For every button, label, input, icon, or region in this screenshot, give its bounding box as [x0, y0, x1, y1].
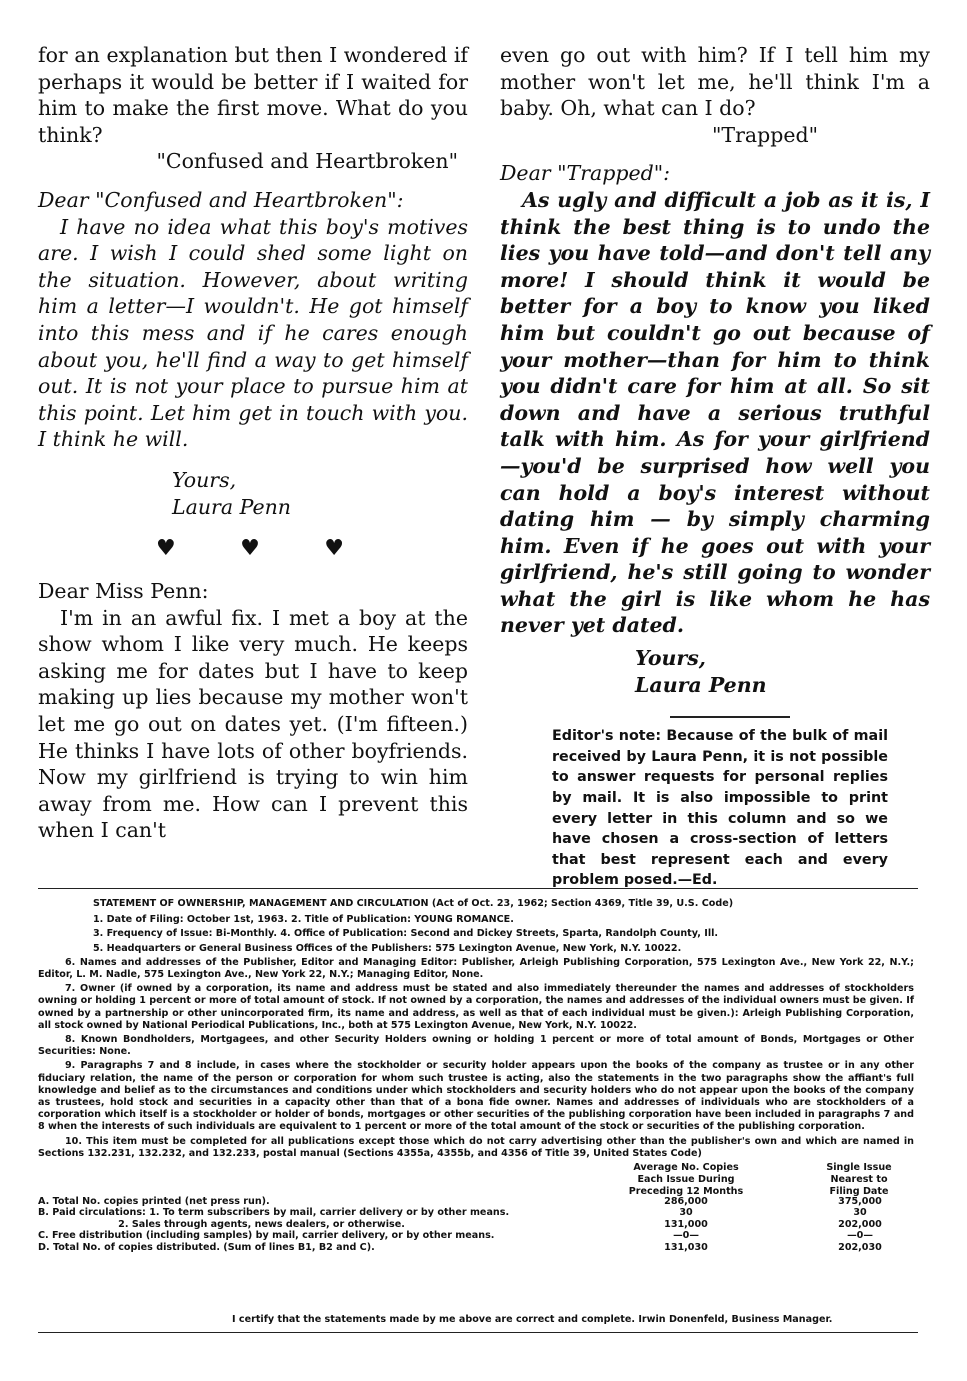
table-row: B. Paid circulations: 1. To term subscribers by mail, carrier delivery or by other means. 30 30 [38, 1207, 867, 1219]
reply-1-closing: Yours, [172, 467, 237, 492]
reply-2-salutation: Dear "Trapped": [500, 161, 671, 186]
statement-title: STATEMENT OF OWNERSHIP, MANAGEMENT AND CIRCULATION (Act of Oct. 23, 1962; Section 4369, Title 39, U.S. Code) [93, 898, 734, 909]
heart-icon: ♥ [324, 536, 344, 562]
statement-item-6: 6. Names and addresses of the Publisher, Editor and Managing Editor: Publisher, Arleigh Publishing Corporation, 575 Lexington Ave., New York 22, N.Y.; Editor, L. M. Nadle, 575 Lexington Ave., New York 22, N.Y.; Managing Editor, None. [38, 956, 914, 981]
reply-1-salutation: Dear "Confused and Heartbroken": [38, 187, 404, 212]
reply-2-closing: Yours, [635, 646, 706, 671]
statement-item-7: 7. Owner (if owned by a corporation, its name and address must be stated and also immediately thereunder the names and addresses of stockholders owning or holding 1 percent or more of total amount of stock. If not owned by a corporation, the names and addresses of the individual owners must be given. If owned by a partnership or other unincorporated firm, its name and address, as well as that of each individual must be given.): Arleigh Publishing Corporation, all stock owned by National Periodical Publications, Inc., both at 575 Lexington Avenue, New York, N.Y. 10022. [38, 983, 914, 1031]
letter-2-end: even go out with him? If I tell him my mother won't let me, he'll think I'm a baby. Oh, what can I do? [500, 43, 930, 121]
letter-2-signature: "Trapped" [711, 122, 819, 147]
editor-note: Editor's note: Because of the bulk of mail received by Laura Penn, it is not possible to answer requests for personal replies by mail. It is also impossible to print every letter in this column and so we have chosen a cross-section of letters that best represent each and every problem posed.—Ed. [552, 728, 888, 889]
statement-item-10: 10. This item must be completed for all publications except those which do not carry advertising other than the publisher's own and which are named in Sections 132.231, 132.232, and 132.233, postal manual (Sections 4355a, 4355b, and 4356 of Title 39, United States Code) [38, 1135, 914, 1159]
reply-2-body: As ugly and difficult a job as it is, I think the best thing is to undo the lies you have told—and don't tell any more! I should think it would be better for a boy to know you liked him but couldn't go out because of your mother—than for him to think you didn't care for him at all. So sit down and have a serious truthful talk with him. As for your girlfriend—you'd be surprised how well you can hold a boy's interest without dating him — by simply charming him. Even if he goes out with your girlfriend, he's still going to wonder what the girl is like whom he has never yet dated. [500, 187, 930, 638]
heart-divider [156, 536, 344, 562]
table-row: C. Free distribution (including samples) by mail, carrier delivery, or by other means. —0— —0— [38, 1230, 873, 1242]
statement-item-8: 8. Known Bondholders, Mortgagees, and other Security Holders owning or holding 1 percent or more of total amount of Bonds, Mortgages or Other Securities: None. [38, 1034, 914, 1058]
table-row: D. Total No. of copies distributed. (Sum of lines B1, B2 and C). 131,030 202,030 [38, 1242, 882, 1254]
circulation-table [38, 1162, 914, 1254]
letter-2-salutation: Dear Miss Penn: [38, 579, 209, 604]
column-header-single-issue: Single Issue Nearest to Filing Date [826, 1162, 892, 1198]
right-column [500, 42, 930, 891]
statement-top-rule [38, 888, 918, 889]
ownership-statement [38, 898, 914, 1254]
letter-2-body: I'm in an awful fix. I met a boy at the show whom I like very much. He keeps asking me for dates but I have to keep making up lies because my mother won't let me go out on dates yet. (I'm fifteen.) He thinks I have lots of other boyfriends. Now my girlfriend is trying to win him away from me. How can I prevent this when I can't [38, 605, 468, 843]
statement-item-3-4: 3. Frequency of Issue: Bi-Monthly. 4. Office of Publication: Second and Dickey Streets, Sparta, Randolph County, Ill. [93, 928, 719, 940]
reply-1-body: I have no idea what this boy's motives are. I wish I could shed some light on the situation. However, about writing him a letter—I wouldn't. He got himself into this mess and if he cares enough about you, he'll find a way to get himself out. It is not your place to pursue him at this point. Let him get in touch with you. I think he will. [38, 214, 468, 452]
column-header-average: Average No. Copies Each Issue During Preceding 12 Months [628, 1162, 744, 1198]
heart-icon: ♥ [240, 536, 260, 562]
letter-1-signature: "Confused and Heartbroken" [156, 149, 458, 174]
reply-1-author: Laura Penn [172, 494, 291, 519]
reply-2-author: Laura Penn [635, 672, 767, 697]
editor-note-divider [670, 716, 790, 718]
statement-bottom-rule [38, 1332, 918, 1333]
table-row: 2. Sales through agents, news dealers, or otherwise. 131,000 202,000 [38, 1219, 882, 1231]
left-column [38, 42, 468, 844]
statement-item-1-2: 1. Date of Filing: October 1st, 1963. 2. Title of Publication: YOUNG ROMANCE. [93, 914, 514, 926]
letter-1-end: for an explanation but then I wondered if perhaps it would be better if I waited for him to make the first move. What do you think? [38, 43, 468, 147]
heart-icon: ♥ [156, 536, 176, 562]
table-row: A. Total No. copies printed (net press run). 286,000 375,000 [38, 1196, 882, 1208]
certification-line: I certify that the statements made by me above are correct and complete. Irwin Donenfeld, Business Manager. [232, 1314, 833, 1325]
statement-item-9: 9. Paragraphs 7 and 8 include, in cases where the stockholder or security holder appears upon the books of the company as trustee or in any other fiduciary relation, the name of the person or corporation for whom such trustee is acting, also the statements in the two paragraphs show the affiant's full knowledge and belief as to the circumstances and conditions under which stockholders and security holders who do not appear upon the books of the company as trustees, hold stock and securities in a capacity other than that of a bona fide owner. Names and addresses of individuals who are stockholders of a corporation which itself is a stockholder or holder of bonds, mortgages or other securities of the publishing corporation have been included in paragraphs 7 and 8 when the interests of such individuals are equivalent to 1 percent or more of the total amount of the stock or securities of the publishing corporation. [38, 1060, 914, 1133]
statement-item-5: 5. Headquarters or General Business Offices of the Publishers: 575 Lexington Avenue, New York, N.Y. 10022. [93, 942, 682, 954]
